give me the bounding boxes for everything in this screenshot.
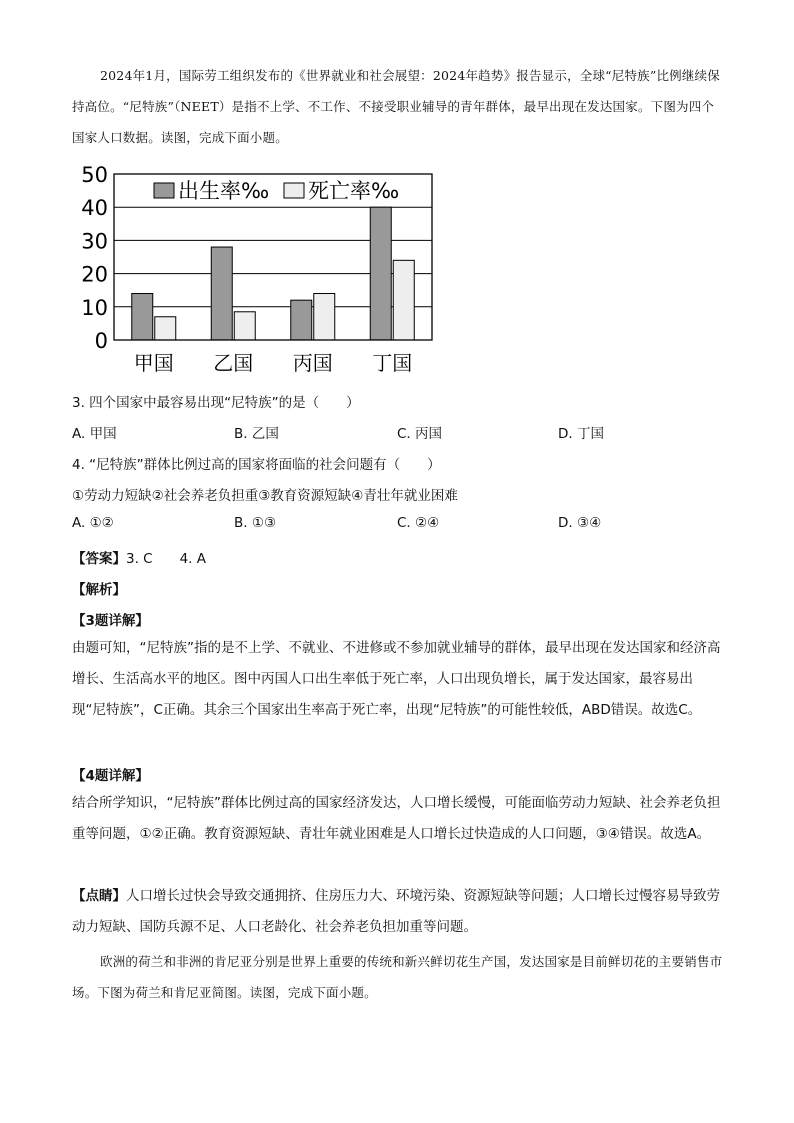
q3-option-d[interactable]: D. 丁国 <box>558 426 604 442</box>
tip-paragraph <box>72 881 724 943</box>
x-axis-category-labels <box>134 351 413 375</box>
bar-death-0 <box>155 317 176 340</box>
x-category-label: 丙国 <box>292 351 333 375</box>
detail-4-text: 结合所学知识，“尼特族”群体比例过高的国家经济发达，人口增长缓慢，可能面临劳动力短缺、社会养老负担重等问题，①②正确。教育资源短缺、青壮年就业困难是人口增长过快造成的人口问题，③④错误。故选A。 <box>72 795 721 842</box>
q3-option-c[interactable]: C. 丙国 <box>397 426 443 442</box>
detail-3-text: 由题可知，“尼特族”指的是不上学、不就业、不进修或不参加就业辅导的群体，最早出现在发达国家和经济高增长、生活高水平的地区。图中丙国人口出生率低于死亡率，人口出现负增长，属于发达国家，最容易出现“尼特族”，C正确。其余三个国家出生率高于死亡率，出现“尼特族”的可能性较低，ABD错误。故选C。 <box>72 640 721 718</box>
q3-option-b[interactable]: B. 乙国 <box>234 426 279 442</box>
legend-swatch-birth <box>154 183 174 198</box>
analysis-label: 【解析】 <box>72 582 126 598</box>
x-category-label: 甲国 <box>133 351 174 375</box>
bar-birth-1 <box>211 247 232 340</box>
answer-label: 【答案】 <box>72 551 126 567</box>
tip-text: 人口增长过快会导致交通拥挤、住房压力大、环境污染、资源短缺等问题；人口增长过慢容易导致劳动力短缺、国防兵源不足、人口老龄化、社会养老负担加重等问题。 <box>72 888 720 935</box>
q4-option-a[interactable]: A. ①② <box>72 515 114 531</box>
intro-paragraph: 2024年1月，国际劳工组织发布的《世界就业和社会展望：2024年趋势》报告显示，全球“尼特族”比例继续保持高位。“尼特族”（NEET）是指不上学、不工作、不接受职业辅导的青年群体，最早出现在发达国家。下图为四个国家人口数据。读图，完成下面小题。 <box>72 68 720 145</box>
q4-option-d[interactable]: D. ③④ <box>558 515 602 531</box>
intro-paragraph-2: 欧洲的荷兰和非洲的肯尼亚分别是世界上重要的传统和新兴鲜切花生产国，发达国家是目前鲜切花的主要销售市场。下图为荷兰和肯尼亚简图。读图，完成下面小题。 <box>72 954 723 1000</box>
answer-line <box>72 547 206 567</box>
y-tick-label: 30 <box>81 229 108 254</box>
legend-swatch-death <box>284 183 304 198</box>
tip-label: 【点睛】 <box>72 888 126 904</box>
x-category-label: 丁国 <box>372 351 413 375</box>
x-category-label: 乙国 <box>213 351 254 375</box>
y-tick-label: 20 <box>81 262 108 287</box>
question-4-items: ①劳动力短缺②社会养老负担重③教育资源短缺④青壮年就业困难 <box>72 488 458 504</box>
population-bar-chart <box>81 162 444 380</box>
q4-option-b[interactable]: B. ①③ <box>234 515 277 531</box>
y-tick-label: 0 <box>94 329 108 353</box>
y-axis-tick-labels <box>81 163 108 353</box>
chart-legend <box>154 179 399 203</box>
q3-option-a[interactable]: A. 甲国 <box>72 426 117 442</box>
bar-death-2 <box>314 294 335 340</box>
legend-label-birth: 出生率‰ <box>178 179 270 203</box>
bar-birth-0 <box>132 294 153 340</box>
detail-3-label: 【3题详解】 <box>72 613 149 629</box>
bar-death-3 <box>393 260 414 340</box>
bar-death-1 <box>234 312 255 340</box>
detail-4-label: 【4题详解】 <box>72 768 149 784</box>
q4-option-c[interactable]: C. ②④ <box>397 515 440 531</box>
question-3-stem: 3. 四个国家中最容易出现“尼特族”的是（ ） <box>72 395 360 411</box>
bar-birth-3 <box>370 207 391 340</box>
bar-birth-2 <box>291 300 312 340</box>
y-tick-label: 10 <box>81 295 108 320</box>
y-tick-label: 50 <box>81 163 108 187</box>
answer-text: 3. C 4. A <box>126 551 207 567</box>
question-4-stem: 4. “尼特族”群体比例过高的国家将面临的社会问题有（ ） <box>72 457 441 473</box>
legend-label-death: 死亡率‰ <box>308 179 400 203</box>
y-tick-label: 40 <box>81 196 108 221</box>
